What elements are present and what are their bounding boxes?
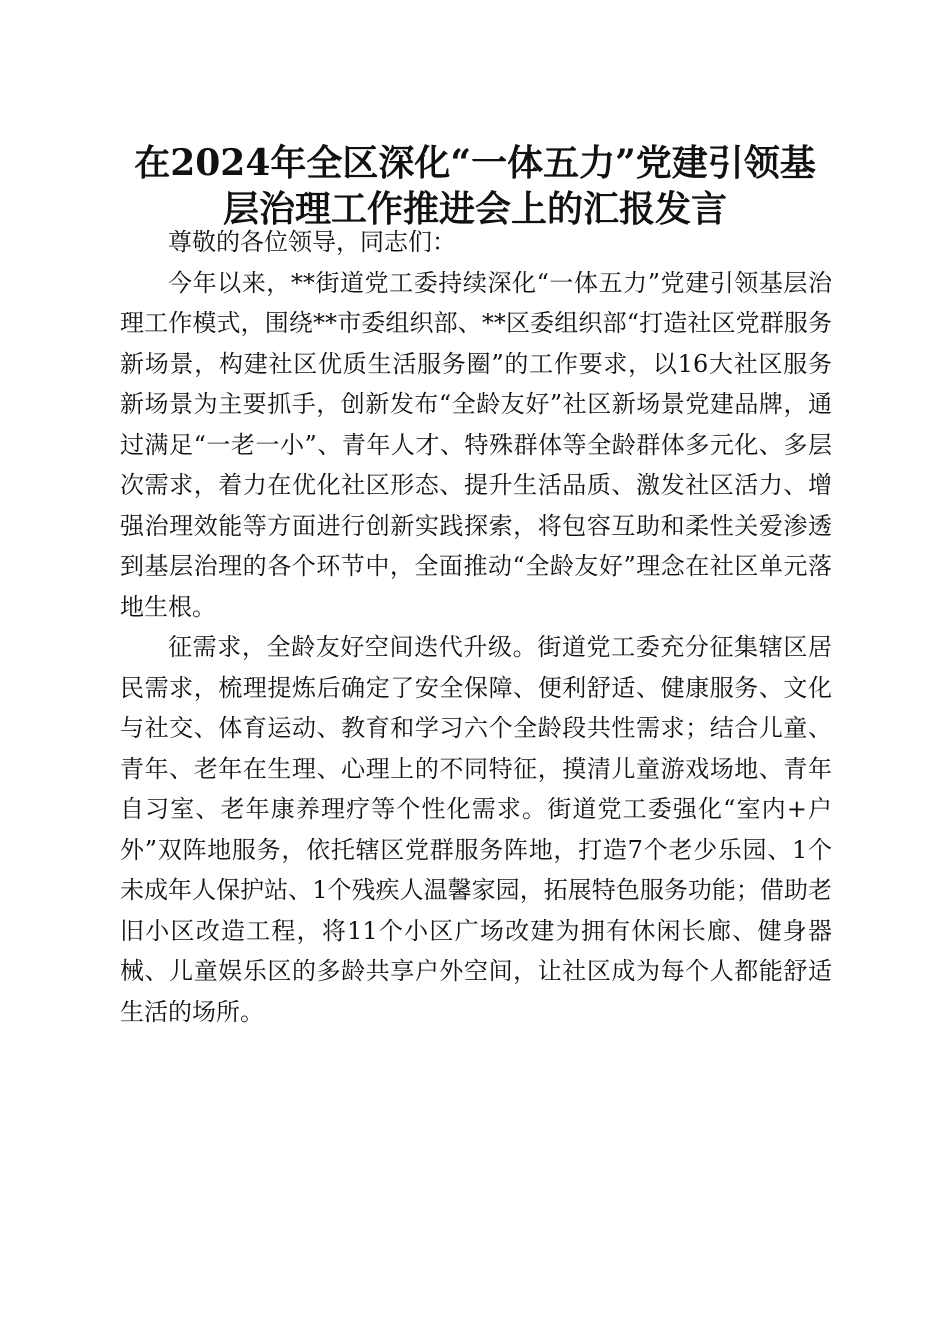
title-line-1: 在2024年全区深化“一体五力”党建引领基 [134,142,816,184]
document-body [120,222,832,1032]
title-line-2: 层治理工作推进会上的汇报发言 [222,188,727,230]
paragraph-needs: 征需求，全龄友好空间迭代升级。街道党工委充分征集辖区居民需求，梳理提炼后确定了安全保障、便利舒适、健康服务、文化与社交、体育运动、教育和学习六个全龄段共性需求；结合儿童、青年、老年在生理、心理上的不同特征，摸清儿童游戏场地、青年自习室、老年康养理疗等个性化需求。街道党工委强化“室内+户外”双阵地服务，依托辖区党群服务阵地，打造7个老少乐园、1个未成年人保护站、1个残疾人温馨家园，拓展特色服务功能；借助老旧小区改造工程，将11个小区广场改建为拥有休闲长廊、健身器械、儿童娱乐区的多龄共享户外空间，让社区成为每个人都能舒适生活的场所。 [120,633,832,1026]
document-title [100,140,850,232]
salutation: 尊敬的各位领导，同志们： [168,228,456,256]
paragraph-intro: 今年以来，**街道党工委持续深化“一体五力”党建引领基层治理工作模式，围绕**市委组织部、**区委组织部“打造社区党群服务新场景，构建社区优质生活服务圈”的工作要求，以16大社区服务新场景为主要抓手，创新发布“全龄友好”社区新场景党建品牌，通过满足“一老一小”、青年人才、特殊群体等全龄群体多元化、多层次需求，着力在优化社区形态、提升生活品质、激发社区活力、增强治理效能等方面进行创新实践探索，将包容互助和柔性关爱渗透到基层治理的各个环节中，全面推动“全龄友好”理念在社区单元落地生根。 [120,268,832,621]
